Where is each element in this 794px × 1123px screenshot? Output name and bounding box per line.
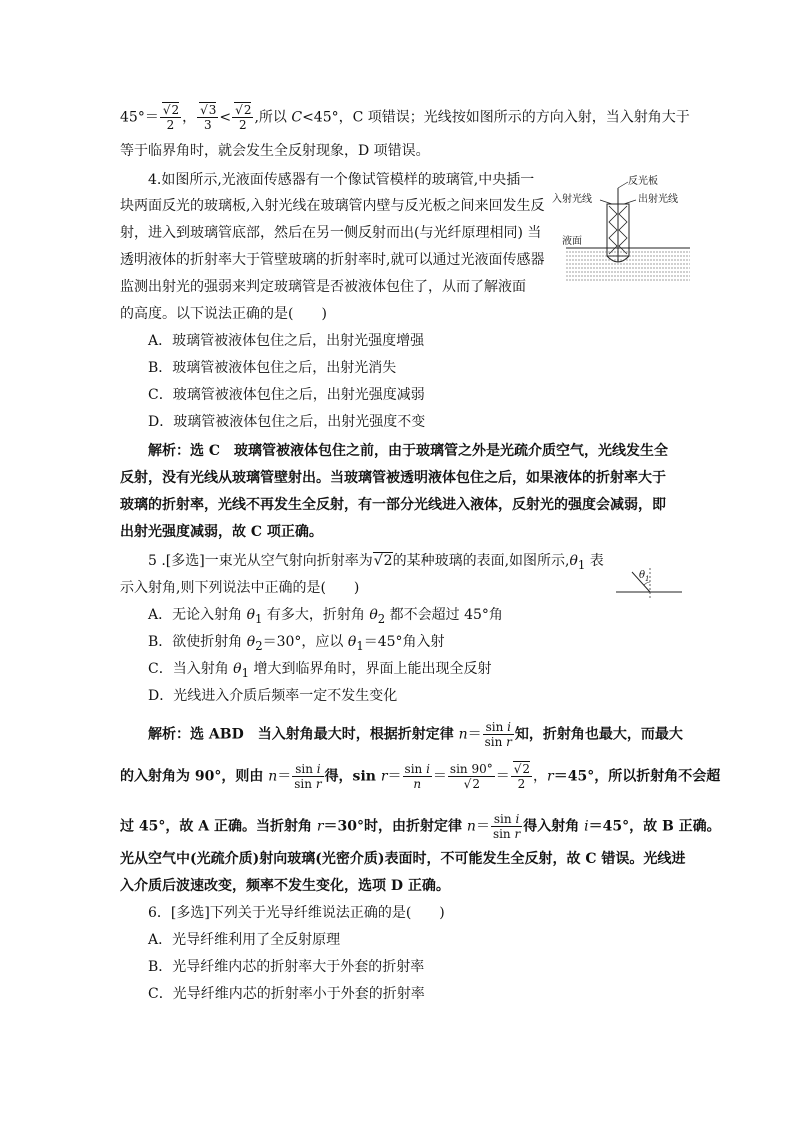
answer-4: 出射光强度减弱，故 C 项正确。 <box>120 524 323 540</box>
answer-4: 解析：选 C 玻璃管被液体包住之前，由于玻璃管之外是光疏介质空气，光线发生全 <box>148 443 669 459</box>
option-c: C．光导纤维内芯的折射率小于外套的折射率 <box>148 986 425 1002</box>
option-b: B．光导纤维内芯的折射率大于外套的折射率 <box>148 959 425 975</box>
question-4-stem: 4.如图所示,光液面传感器有一个像试管模样的玻璃管,中央插一 <box>148 172 535 188</box>
option-b: B．玻璃管被液体包住之后，出射光消失 <box>148 360 397 376</box>
answer-4: 玻璃的折射率，光线不再发生全反射，有一部分光线进入液体，反射光的强度会减弱，即 <box>120 497 666 513</box>
reflector-label: 反光板 <box>628 176 658 187</box>
text-line: 等于临界角时，就会发生全反射现象，D 项错误。 <box>120 143 430 159</box>
question-4-stem: 块两面反光的玻璃板,入射光线在玻璃管内壁与反光板之间来回发生反 <box>120 198 545 214</box>
question-4-stem: 射，进入到玻璃管底部，然后在另一侧反射而出(与光纤原理相同) 当 <box>120 225 542 241</box>
answer-5: 解析：选 ABD 当入射角最大时，根据折射定律 n＝ $\frac{\text{sin i}}{\text{sin r}}$ 知，折射角也最大，而最大 <box>148 720 683 749</box>
option-b: B．欲使折射角 $\theta_2=30^\circ$，应以 $\theta_1=45^\circ$角入射 <box>148 634 445 653</box>
option-c: C．当入射角 $\theta_1$ 增大到临界角时，界面上能出现全反射 <box>148 661 492 680</box>
text-line: 45°＝ √ $\frac{2}{2}$ ， √ $\frac{3}{3}$ < √ $\frac{2}{2}$ ,所以 C<45°，C 项错误；光线按如图所示的方向入射，当入射角大于 <box>120 103 690 132</box>
answer-5: 入介质后波速改变，频率不发生变化，选项 D 正确。 <box>120 878 450 894</box>
theta-label: $\theta_1$ <box>639 570 650 583</box>
question-4-stem: 透明液体的折射率大于管壁玻璃的折射率时,就可以通过光液面传感器 <box>120 252 545 268</box>
question-4-stem: 的高度。以下说法正确的是( ) <box>120 306 327 322</box>
outgoing-ray-label: 出射光线 <box>638 194 678 205</box>
question-6-stem: 6．[多选]下列关于光导纤维说法正确的是( ) <box>148 905 445 921</box>
option-d: D．玻璃管被液体包住之后，出射光强度不变 <box>148 414 426 430</box>
liquid-sensor-figure <box>552 176 692 286</box>
incident-ray-label: 入射光线 <box>552 194 592 205</box>
question-5-stem: 示入射角,则下列说法中正确的是( ) <box>120 580 360 596</box>
answer-4: 反射，没有光线从玻璃管壁射出。当玻璃管被透明液体包住之后，如果液体的折射率大于 <box>120 470 666 486</box>
liquid-sensor-diagram <box>552 176 692 286</box>
option-a: A．光导纤维利用了全反射原理 <box>148 932 341 948</box>
answer-5: 光从空气中(光疏介质)射向玻璃(光密介质)表面时，不可能发生全反射，故 C 错误。光线进 <box>120 851 686 867</box>
answer-5: 的入射角为 90°，则由 n＝ $\frac{\text{sin i}}{\text{sin r}}$ 得，sin r＝ $\frac{\text{sin i}}{n}$ ＝ sin 90° √ 2 ＝ √ $\frac{2}{2}$ ，r＝45°，所以折射角不会超 <box>120 762 720 791</box>
option-d: D．光线进入介质后频率一定不发生变化 <box>148 688 398 704</box>
option-a: A．无论入射角 $\theta_1$ 有多大，折射角 $\theta_2$ 都不会超过 45°角 <box>148 607 503 626</box>
question-5-stem: 5 .[多选]一束光从空气射向折射率为√ 2的某种玻璃的表面,如图所示$,\theta_1$ 表 <box>148 551 604 575</box>
question-4-stem: 监测出射光的强弱来判定玻璃管是否被液体包住了，从而了解液面 <box>120 279 526 295</box>
refraction-figure <box>612 564 684 602</box>
option-a: A．玻璃管被液体包住之后，出射光强度增强 <box>148 333 425 349</box>
answer-5: 过 45°，故 A 正确。当折射角 r＝30°时，由折射定律 n＝ $\frac{\text{sin i}}{\text{sin r}}$ 得入射角 i＝45°，故 B 正确。 <box>120 812 721 841</box>
liquid-surface-label: 液面 <box>562 236 582 247</box>
option-c: C．玻璃管被液体包住之后，出射光强度减弱 <box>148 387 425 403</box>
